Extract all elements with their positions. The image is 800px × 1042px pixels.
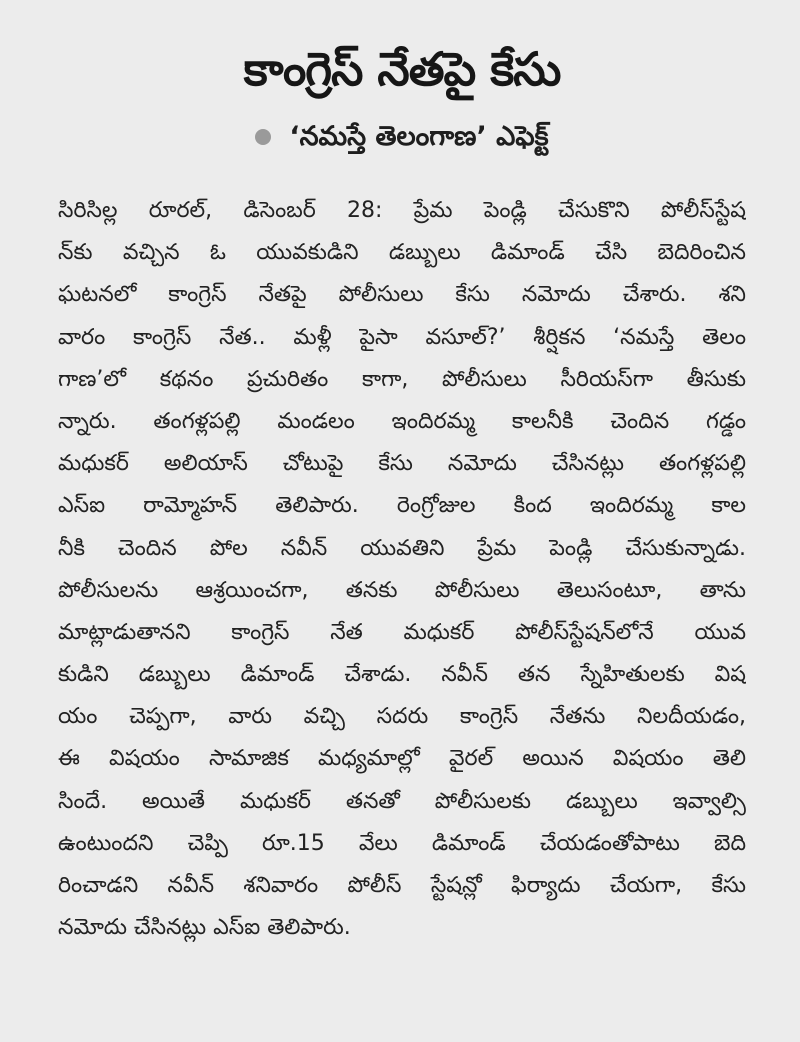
article-line: సిందే. అయితే మధుకర్ తనతో పోలీసులకు డబ్బులు ఇవ్వాల్సి bbox=[58, 788, 746, 814]
article-line: ఘటనలో కాంగ్రెస్ నేతపై పోలీసులు కేసు నమోదు చేశారు. శని bbox=[58, 282, 746, 308]
article-body bbox=[58, 190, 746, 949]
article-line: కుడిని డబ్బులు డిమాండ్ చేశాడు. నవీన్ తన స్నేహితులకు విష bbox=[58, 662, 746, 688]
article-line: ఎస్‌ఐ రామ్మోహన్ తెలిపారు. రెంగ్రోజుల కింద ఇందిరమ్మ కాల bbox=[58, 493, 746, 519]
article-line: నీకి చెందిన పోల నవీన్ యువతిని ప్రేమ పెండ్లి చేసుకున్నాడు. bbox=[58, 535, 746, 561]
article-line: సిరిసిల్ల రూరల్, డిసెంబర్ 28: ప్రేమ పెండ్లి చేసుకొని పోలీస్‌స్టేష bbox=[58, 198, 746, 223]
article-line: మాట్లాడుతానని కాంగ్రెస్ నేత మధుకర్ పోలీస్‌స్టేషన్‌లోనే యువ bbox=[58, 619, 746, 645]
bullet-dot-icon bbox=[255, 129, 271, 145]
article-line: వారం కాంగ్రెస్ నేత.. మళ్లీ పైసా వసూల్?’ శీర్షికన ‘నమస్తే తెలం bbox=[58, 324, 746, 350]
article-line: ఉంటుందని చెప్పి రూ.15 వేలు డిమాండ్ చేయడంతోపాటు బెది bbox=[58, 830, 746, 856]
article-line: ఈ విషయం సామాజిక మధ్యమాల్లో వైరల్ అయిన విషయం తెలి bbox=[58, 746, 746, 772]
article-line: న్‌కు వచ్చిన ఓ యువకుడిని డబ్బులు డిమాండ్ చేసి బెదిరించిన bbox=[58, 240, 746, 266]
article-line: న్నారు. తంగళ్లపల్లి మండలం ఇందిరమ్మ కాలనీకి చెందిన గడ్డం bbox=[58, 408, 746, 434]
article-line: పోలీసులను ఆశ్రయించగా, తనకు పోలీసులు తెలుసంటూ, తాను bbox=[58, 577, 746, 603]
article-line: గాణ’లో కథనం ప్రచురితం కాగా, పోలీసులు సీరియస్‌గా తీసుకు bbox=[58, 366, 746, 392]
article-line: మధుకర్ అలియాస్ చోటుపై కేసు నమోదు చేసినట్లు తంగళ్లపల్లి bbox=[58, 451, 746, 477]
headline: కాంగ్రెస్ నేతపై కేసు bbox=[243, 42, 561, 96]
subheading bbox=[58, 118, 746, 156]
article-line: నమోదు చేసినట్లు ఎస్‌ఐ తెలిపారు. bbox=[58, 915, 351, 941]
article-line: రించాడని నవీన్ శనివారం పోలీస్ స్టేషన్లో ఫిర్యాదు చేయగా, కేసు bbox=[58, 873, 746, 898]
subheading-text: ‘నమస్తే తెలంగాణ’ ఎఫెక్ట్ bbox=[289, 121, 549, 152]
article-line: యం చెప్పగా, వారు వచ్చి సదరు కాంగ్రెస్ నేతను నిలదీయడం, bbox=[58, 704, 746, 730]
